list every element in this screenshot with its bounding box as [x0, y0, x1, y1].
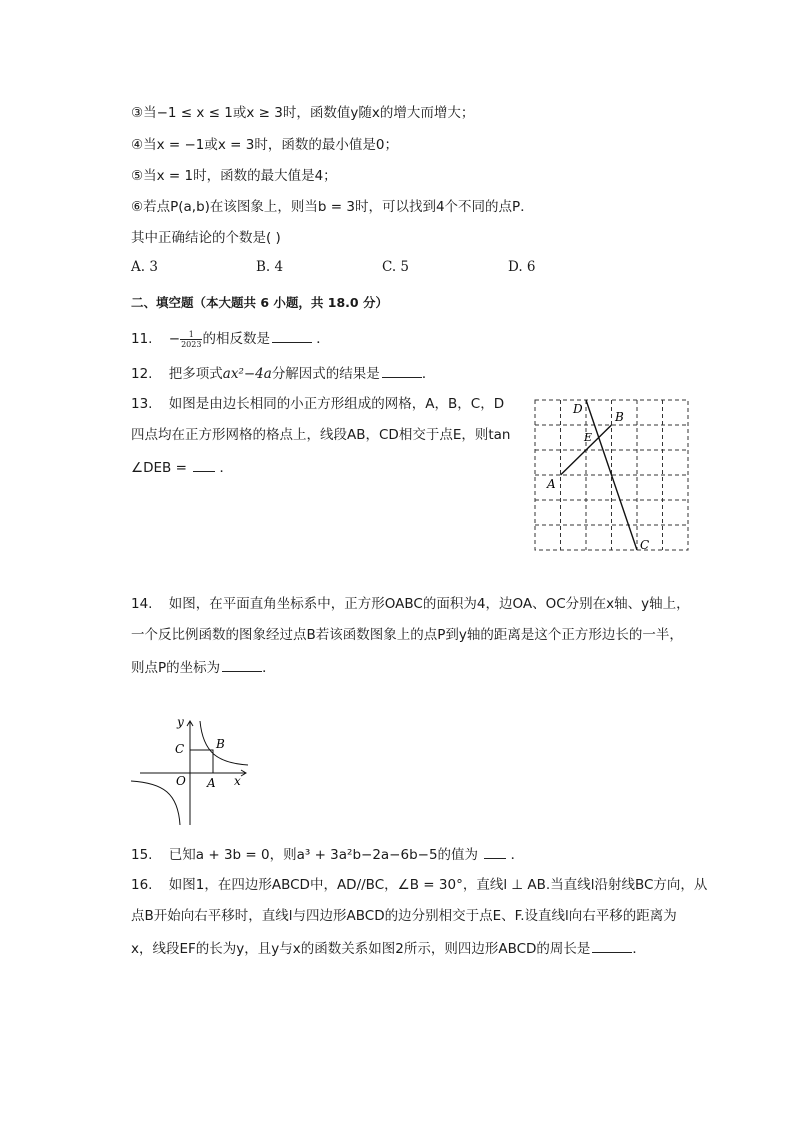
q14-square-oabc — [190, 750, 213, 773]
q12-number: 12. — [131, 366, 153, 382]
q14-number: 14. — [131, 596, 153, 612]
q12-text-b: 分解因式的结果是 — [271, 366, 380, 382]
q14-text-1: 如图，在平面直角坐标系中，正方形OABC的面积为4，边OA、OC分别在x轴、y轴上， — [168, 596, 690, 612]
q13-line-3 — [131, 457, 233, 477]
q14-answer-blank[interactable] — [222, 657, 262, 672]
q16-text-1: 如图1，在四边形ABCD中，AD//BC，∠B = 30°，直线l ⊥ AB.当直线l沿射线BC方向，从 — [168, 877, 708, 893]
q12-text-a: 把多项式 — [168, 366, 223, 382]
q10-option-c: C. 5 — [382, 259, 410, 275]
q14-label-o: O — [176, 774, 186, 788]
q16-answer-blank[interactable] — [592, 938, 632, 953]
q10-option-d: D. 6 — [508, 259, 536, 275]
q11-minus: − — [168, 331, 181, 347]
q12-answer-blank[interactable] — [382, 363, 422, 378]
q14-text-3: 则点P的坐标为 — [131, 660, 221, 676]
q14-end: ． — [262, 660, 276, 676]
q11-number: 11. — [131, 331, 153, 347]
q15 — [131, 844, 524, 864]
q13-label-d: D — [573, 402, 583, 416]
q14-label-c: C — [175, 742, 185, 756]
q10-statement-5: ⑤当x = 1时，函数的最大值是4； — [131, 168, 337, 184]
q12 — [131, 363, 435, 383]
q16-text-2: 点B开始向右平移时，直线l与四边形ABCD的边分别相交于点E、F.设直线l向右平移的距离为 — [131, 908, 677, 924]
q16-line-3 — [131, 938, 646, 958]
q14-label-y: y — [177, 715, 184, 729]
q14-text-2: 一个反比例函数的图象经过点B若该函数图象上的点P到y轴的距离是这个正方形边长的一半， — [131, 627, 683, 643]
q14-label-b: B — [216, 737, 225, 751]
q14-label-a: A — [207, 776, 216, 790]
q13-label-b: B — [615, 410, 624, 424]
q15-text: 已知a + 3b = 0，则a³ + 3a²b−2a−6b−5的值为 — [168, 847, 479, 863]
q15-answer-blank[interactable] — [484, 844, 506, 859]
q15-end: ． — [510, 847, 525, 863]
q11-text: 的相反数是 — [202, 331, 270, 347]
q11 — [131, 328, 330, 349]
q10-statement-4: ④当x = −1或x = 3时，函数的最小值是0； — [131, 137, 398, 153]
q13-text-1: 如图是由边长相同的小正方形组成的网格，A，B，C，D — [168, 396, 505, 412]
q12-end: ． — [421, 366, 436, 382]
q13-label-c: C — [640, 538, 650, 552]
q10-option-a: A. 3 — [131, 259, 158, 275]
q13-number: 13. — [131, 396, 153, 412]
q14-coordinate-figure — [128, 713, 253, 828]
q10-question: 其中正确结论的个数是( ) — [131, 230, 281, 246]
q13-text-3a: ∠DEB = — [131, 460, 187, 476]
q11-fraction-numerator: 1 — [180, 330, 202, 340]
q10-statement-6: ⑥若点P(a,b)在该图象上，则当b = 3时，可以找到4个不同的点P． — [131, 199, 534, 215]
q12-expression: ax²−4a — [222, 366, 272, 382]
q11-end: ． — [316, 331, 330, 347]
q13-label-a: A — [547, 477, 556, 491]
section-heading-fill-in: 二、填空题（本大题共 6 小题，共 18.0 分） — [131, 295, 388, 310]
q13-grid-figure — [525, 395, 695, 555]
q13-line-1 — [131, 395, 504, 413]
q14-line-3 — [131, 657, 276, 677]
q14-hyperbola-branch-2 — [131, 781, 180, 825]
q16-text-3: x，线段EF的长为y，且y与x的函数关系如图2所示，则四边形ABCD的周长是 — [131, 941, 591, 957]
q13-text-2: 四点均在正方形网格的格点上，线段AB，CD相交于点E，则tan — [131, 427, 511, 443]
q16-line-1 — [131, 876, 707, 894]
q10-option-b: B. 4 — [256, 259, 284, 275]
q11-fraction — [180, 330, 202, 349]
q13-answer-blank[interactable] — [193, 457, 215, 472]
q15-number: 15. — [131, 847, 153, 863]
q16-end: ． — [632, 941, 646, 957]
q14-line-1 — [131, 595, 690, 613]
q11-fraction-denominator: 2023 — [181, 339, 202, 349]
q16-number: 16. — [131, 877, 153, 893]
q13-label-e: E — [584, 431, 593, 444]
q13-text-3b: ． — [219, 460, 233, 476]
q10-statement-3: ③当−1 ≤ x ≤ 1或x ≥ 3时，函数值y随x的增大而增大； — [131, 105, 475, 121]
q14-label-x: x — [234, 774, 241, 788]
q11-answer-blank[interactable] — [272, 328, 312, 343]
